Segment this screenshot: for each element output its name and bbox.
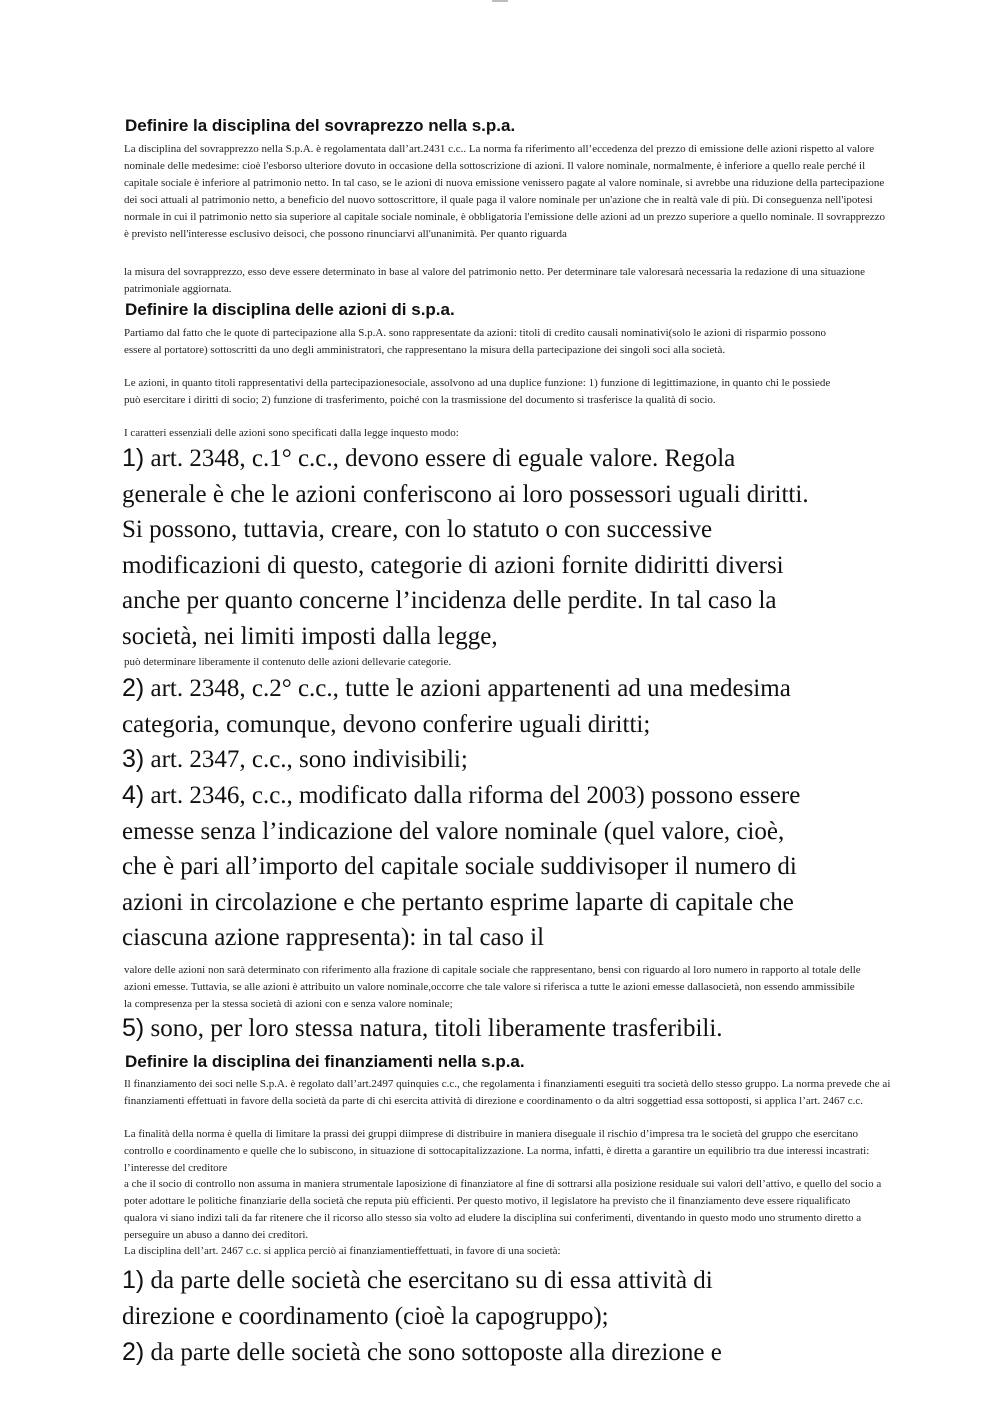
list-number: 2): [122, 674, 145, 702]
list-item-azioni-2: [122, 671, 791, 742]
paragraph-sovraprezzo-1: La disciplina del sovrapprezzo nella S.p.A. è regolamentata dall’art.2431 c.c.. La norma fa riferimento all’eccedenza del prezzo di emissione delle azioni rispetto al valore nominale delle medesime: cioè l'esborso ulteriore dovuto in occasione della sottoscrizione di azioni. Il valore nominale, normalmente, è inferiore a quello reale perché il capitale sociale è inferiore al patrimonio netto. In tal caso, se le azioni di nuova emissione venissero pagate al valore nominale, si avrebbe una riduzione della partecipazione dei soci attuali al patrimonio netto, a beneficio del nuovo sottoscrittore, il quale paga il valore nominale per un'azione che in realtà vale di più. Di conseguenza nell'ipotesi normale in cui il patrimonio netto sia superiore al capitale sociale nominale, è obbligatoria l'emissione delle azioni ad un prezzo superiore a quello nominale. Il sovrapprezzo è previsto nell'interesse esclusivo deisoci, che possono rinunciarvi all'unanimità. Per quanto riguarda: [124, 143, 886, 240]
paragraph-azioni-item1-cont: può determinare liberamente il contenuto delle azioni dellevarie categorie.: [124, 656, 452, 668]
list-line: direzione e coordinamento (cioè la capogruppo);: [122, 1302, 609, 1330]
list-number: 1): [122, 1266, 145, 1294]
paragraph-sovraprezzo-2: la misura del sovrapprezzo, esso deve essere determinato in base al valore del patrimonio netto. Per determinare tale valoresarà necessaria la redazione di una situazione patrimoniale aggiornata.: [124, 266, 865, 295]
list-line: modificazioni di questo, categorie di azioni fornite didiritti diversi: [122, 551, 784, 579]
list-line: sono, per loro stessa natura, titoli liberamente trasferibili.: [150, 1015, 723, 1042]
list-item-azioni-4: [122, 778, 800, 956]
heading-azioni: Definire la disciplina delle azioni di s.p.a.: [125, 300, 455, 319]
list-line: art. 2347, c.c., sono indivisibili;: [150, 746, 468, 773]
heading-sovraprezzo: Definire la disciplina del sovraprezzo nella s.p.a.: [125, 116, 516, 135]
paragraph-finanziamenti-4: La disciplina dell’art. 2467 c.c. si applica perciò ai finanziamentieffettuati, in favore di una società:: [124, 1245, 561, 1257]
list-line: società, nei limiti imposti dalla legge,: [122, 622, 498, 650]
list-line: da parte delle società che esercitano su di essa attività di: [150, 1267, 713, 1294]
list-line: anche per quanto concerne l’incidenza delle perdite. In tal caso la: [122, 587, 777, 614]
list-item-azioni-1: [122, 441, 809, 654]
list-item-finanziamenti-1: [122, 1263, 713, 1334]
list-line: ciascuna azione rappresenta): in tal caso il: [122, 924, 545, 951]
list-line: che è pari all’importo del capitale sociale suddivisoper il numero di: [122, 853, 797, 880]
paragraph-azioni-item4-cont: valore delle azioni non sarà determinato con riferimento alla frazione di capitale sociale che rappresentano, bensì con riguardo al loro numero in rapporto al totale delle azioni emesse. Tuttavia, se alle azioni è attribuito un valore nominale,occorre che tale valore si riferisca a tutte le azioni emesse dallasocietà, non essendo ammissibile la compresenza per la stessa società di azioni con e senza valore nominale;: [124, 964, 861, 1010]
list-line: azioni in circolazione e che pertanto esprime laparte di capitale che: [122, 888, 794, 916]
paragraph-finanziamenti-1: Il finanziamento dei soci nelle S.p.A. è regolato dall’art.2497 quinquies c.c., che regolamenta i finanziamenti eseguiti tra società dello stesso gruppo. La norma prevede che ai finanziamenti effettuati in favore della società da parte di chi esercita attività di direzione e coordinamento o da altri soggettiad essa sottoposti, si applica l’art. 2467 c.c.: [124, 1078, 891, 1107]
list-number: 4): [122, 781, 145, 809]
heading-finanziamenti: Definire la disciplina dei finanziamenti nella s.p.a.: [125, 1052, 525, 1071]
paragraph-azioni-1: Partiamo dal fatto che le quote di partecipazione alla S.p.A. sono rappresentate da azioni: titoli di credito causali nominativi(solo le azioni di risparmio possono essere al portatore) sottoscritti da uno degli amministratori, che rappresentano la misura della partecipazione dei singoli soci alla società.: [124, 327, 826, 356]
paragraph-finanziamenti-2: La finalità della norma è quella di limitare la prassi dei gruppi diimprese di distribuire in maniera diseguale il rischio d’impresa tra le società del gruppo che esercitano controllo e coordinamento e quelle che lo subiscono, in situazione di sottocapitalizzazione. La norma, infatti, è diretta a garantire un equilibrio tra due interessi incastrati: l’interesse del creditore: [124, 1128, 870, 1174]
list-item-azioni-5: [122, 1011, 723, 1047]
list-line: generale è che le azioni conferiscono ai loro possessori uguali diritti.: [122, 480, 809, 508]
paragraph-finanziamenti-3: a che il socio di controllo non assuma in maniera strumentale laposizione di finanziatore al fine di sottrarsi alla posizione residuale sui valori dell’attivo, e quello del socio a poter adottare le politiche finanziarie della società che reputa più efficienti. Per questo motivo, il legislatore ha previsto che il finanziamento deve essere riqualificato qualora vi siano indizi tali da far ritenere che il ricorso allo stesso sia volto ad eludere la disciplina sui conferimenti, diventando in questo modo uno strumento diretto a perseguire un abuso a danno dei creditori.: [124, 1178, 882, 1241]
list-line: art. 2348, c.1° c.c., devono essere di eguale valore. Regola: [150, 445, 736, 472]
list-number: 1): [122, 444, 145, 472]
paragraph-azioni-3: I caratteri essenziali delle azioni sono specificati dalla legge inquesto modo:: [124, 427, 459, 439]
list-line: categoria, comunque, devono conferire uguali diritti;: [122, 710, 651, 738]
paragraph-azioni-2: Le azioni, in quanto titoli rappresentativi della partecipazionesociale, assolvono ad una duplice funzione: 1) funzione di legittimazione, in quanto chi le possiede può esercitare i diritti di socio; 2) funzione di trasferimento, poiché con la trasmissione del documento si trasferisce la qualità di socio.: [124, 377, 831, 406]
list-line: art. 2348, c.2° c.c., tutte le azioni appartenenti ad una medesima: [150, 675, 791, 702]
list-line: emesse senza l’indicazione del valore nominale (quel valore, cioè,: [122, 817, 785, 845]
list-item-finanziamenti-2: [122, 1335, 722, 1371]
list-number: 2): [122, 1338, 145, 1366]
page-top-mark: [492, 0, 508, 2]
list-line: art. 2346, c.c., modificato dalla riforma del 2003) possono essere: [150, 782, 801, 809]
list-number: 5): [122, 1014, 145, 1042]
list-line: Si possono, tuttavia, creare, con lo statuto o con successive: [122, 516, 713, 543]
list-number: 3): [122, 745, 145, 773]
list-line: da parte delle società che sono sottoposte alla direzione e: [150, 1339, 722, 1366]
list-item-azioni-3: [122, 742, 468, 778]
